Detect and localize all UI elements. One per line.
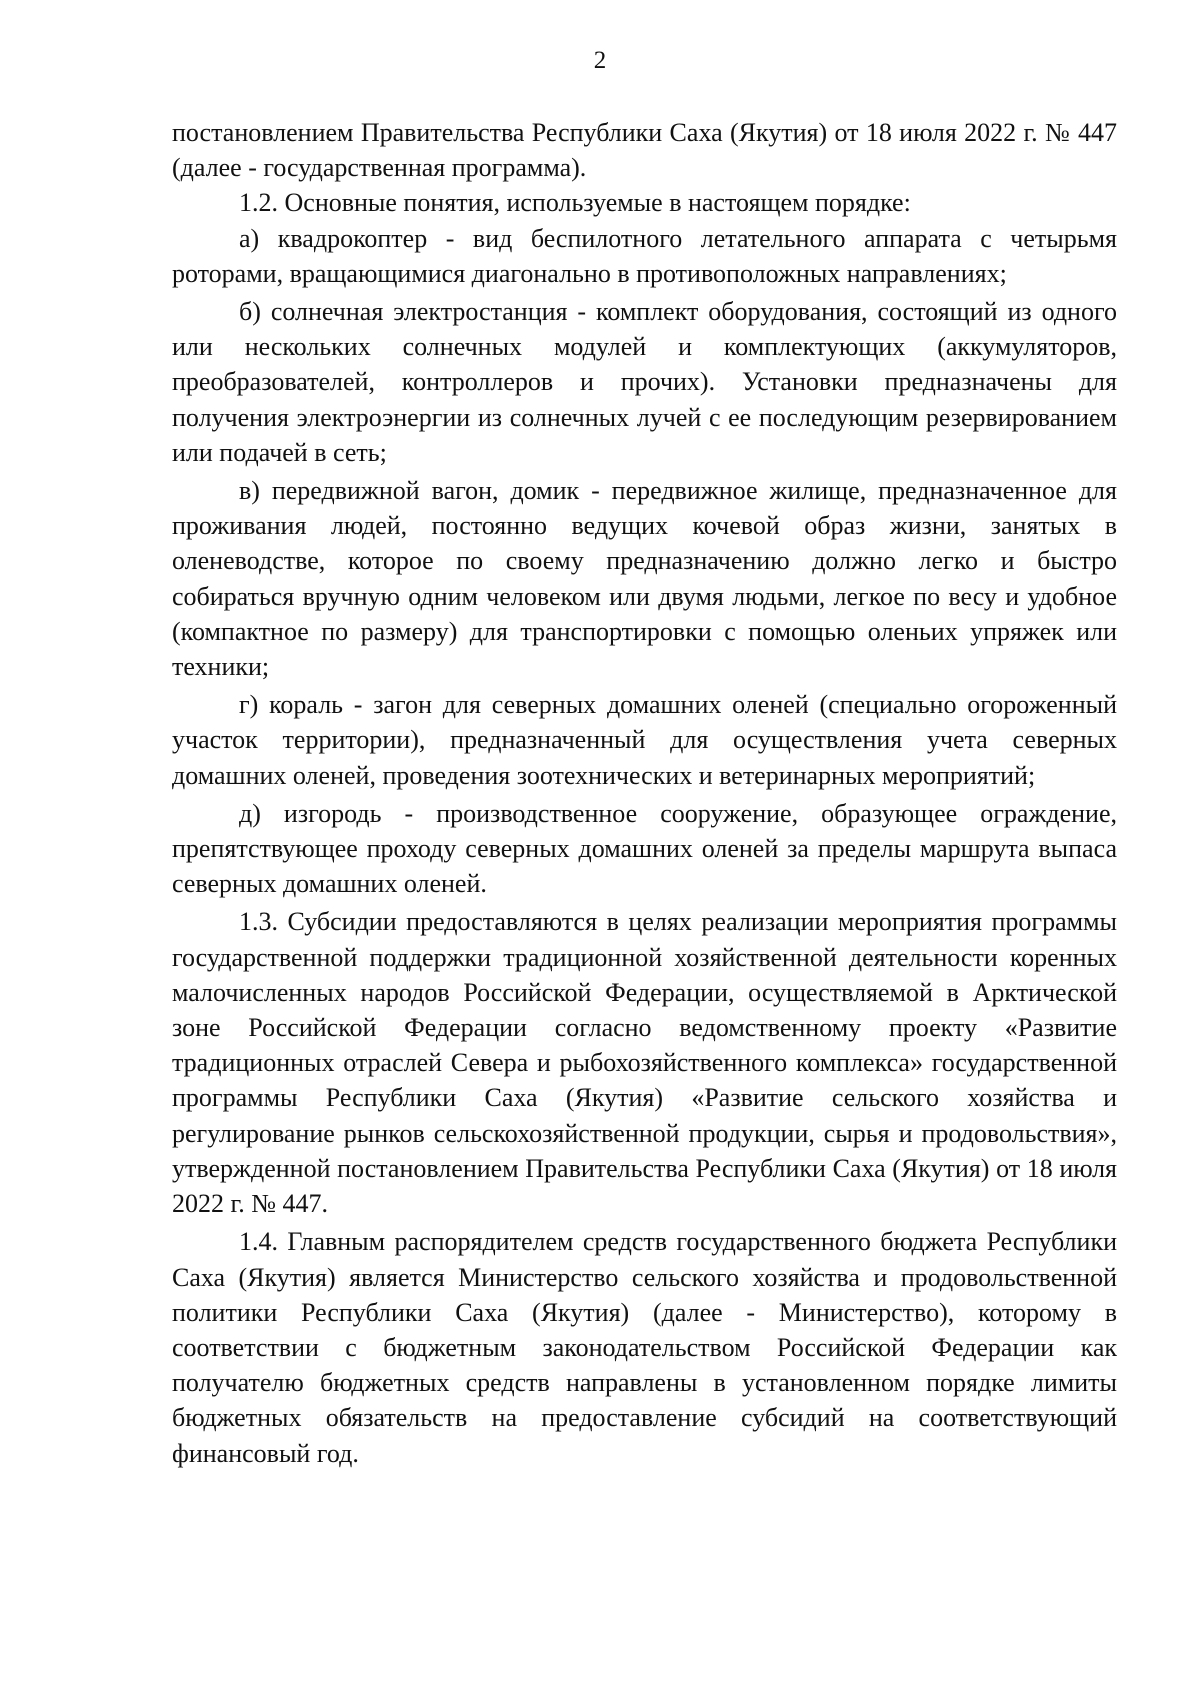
paragraph-section-1-3: 1.3. Субсидии предоставляются в целях реализации мероприятия программы государственной поддержки традиционной хозяйственной деятельности коренных малочисленных народов Российской Федерации, осуществляемой в Арктической зоне Российской Федерации согласно ведомственному проекту «Развитие традиционных отраслей Севера и рыбохозяйственного комплекса» государственной программы Республики Саха (Якутия) «Развитие сельского хозяйства и регулирование рынков сельскохозяйственной продукции, сырья и продовольствия», утвержденной постановлением Правительства Республики Саха (Якутия) от 18 июля 2022 г. № 447. <box>172 907 1117 1219</box>
page-number: 2 <box>593 47 607 74</box>
paragraph-definition-g: г) кораль - загон для северных домашних оленей (специально огороженный участок территории), предназначенный для осуществления учета северных домашних оленей, проведения зоотехнических и ветеринарных мероприятий; <box>172 690 1117 790</box>
paragraph-section-1-4: 1.4. Главным распорядителем средств государственного бюджета Республики Саха (Якутия) является Министерство сельского хозяйства и продовольственной политики Республики Саха (Якутия) (далее - Министерство), которому в соответствии с бюджетным законодательством Российской Федерации как получателю бюджетных средств направлены в установленном порядке лимиты бюджетных обязательств на предоставление субсидий на соответствующий финансовый год. <box>172 1227 1117 1468</box>
paragraph-definition-d: д) изгородь - производственное сооружение, образующее ограждение, препятствующее проходу северных домашних оленей за пределы маршрута выпаса северных домашних оленей. <box>172 798 1117 899</box>
paragraph-definition-b: б) солнечная электростанция - комплект оборудования, состоящий из одного или нескольких солнечных модулей и комплектующих (аккумуляторов, преобразователей, контроллеров и прочих). Установки предназначены для получения электроэнергии из солнечных лучей с ее последующим резервированием или подачей в сеть; <box>172 297 1117 467</box>
paragraph-definition-a: а) квадрокоптер - вид беспилотного летательного аппарата с четырьмя роторами, вращающимися диагонально в противоположных направлениях; <box>172 223 1117 288</box>
document-body <box>172 115 1117 1471</box>
paragraph-continuation: постановлением Правительства Республики Саха (Якутия) от 18 июля 2022 г. № 447 (далее - государственная программа). <box>172 118 1117 183</box>
paragraph-section-1-2: 1.2. Основные понятия, используемые в настоящем порядке: <box>239 188 911 218</box>
paragraph-definition-v: в) передвижной вагон, домик - передвижное жилище, предназначенное для проживания людей, постоянно ведущих кочевой образ жизни, занятых в оленеводстве, которое по своему предназначению должно легко и быстро собираться вручную одним человеком или двумя людьми, легкое по весу и удобное (компактное по размеру) для транспортировки с помощью оленьих упряжек или техники; <box>172 476 1117 682</box>
